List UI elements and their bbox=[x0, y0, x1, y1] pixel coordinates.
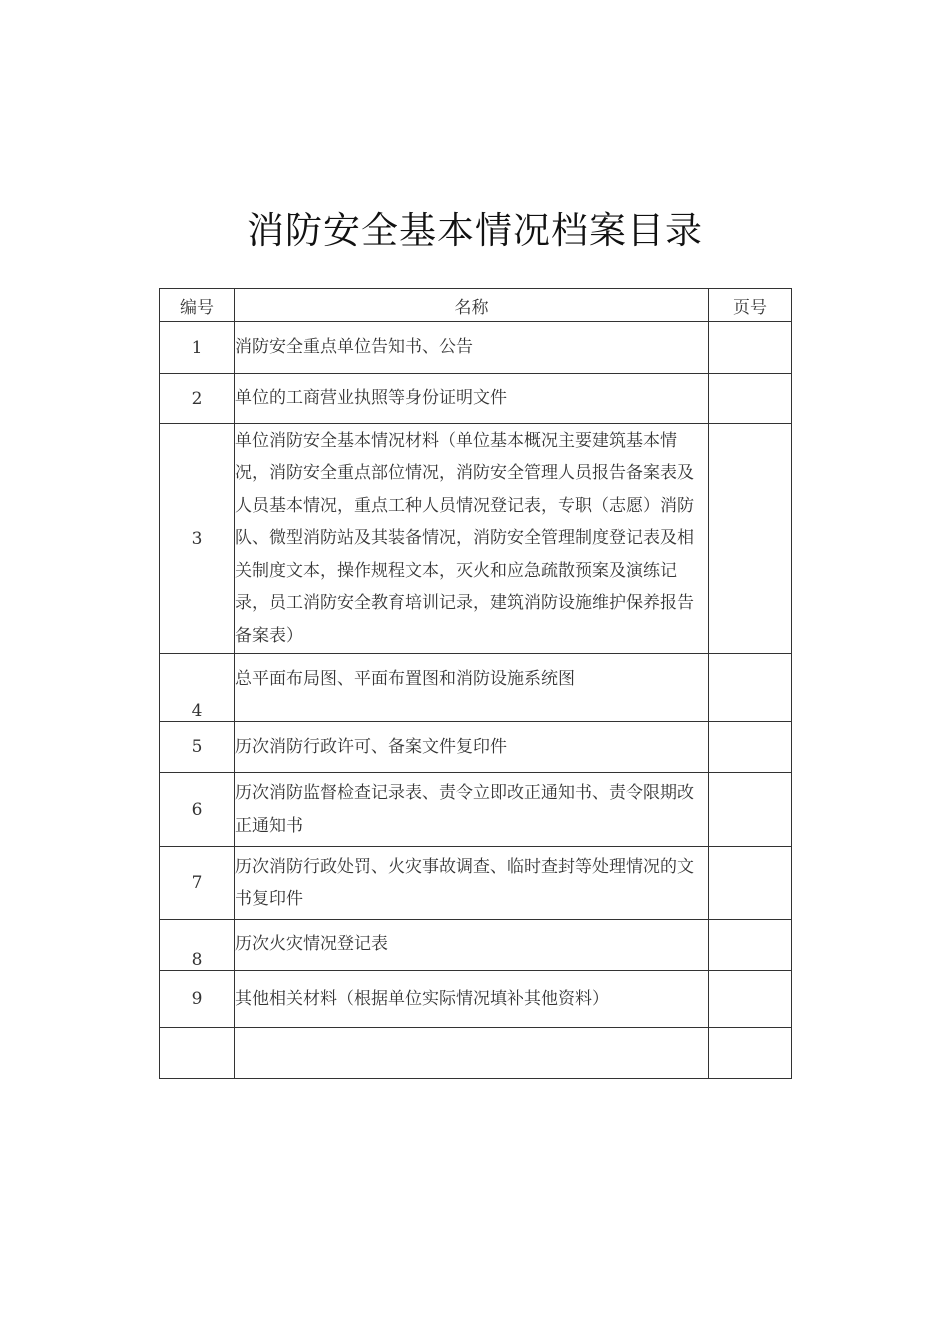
row-page bbox=[709, 920, 792, 971]
header-number: 编号 bbox=[160, 289, 235, 322]
table-row bbox=[160, 971, 792, 1028]
row-page bbox=[709, 722, 792, 773]
table-row bbox=[160, 722, 792, 773]
row-page bbox=[709, 971, 792, 1028]
row-page bbox=[709, 654, 792, 722]
row-number: 7 bbox=[160, 847, 235, 920]
row-name: 消防安全重点单位告知书、公告 bbox=[235, 322, 709, 374]
row-page bbox=[709, 773, 792, 847]
row-name: 历次消防行政许可、备案文件复印件 bbox=[235, 722, 709, 773]
row-name: 单位消防安全基本情况材料（单位基本概况主要建筑基本情况，消防安全重点部位情况，消防安全管理人员报告备案表及人员基本情况，重点工种人员情况登记表，专职（志愿）消防队、微型消防站及其装备情况，消防安全管理制度登记表及相关制度文本，操作规程文本，灭火和应急疏散预案及演练记录，员工消防安全教育培训记录，建筑消防设施维护保养报告备案表） bbox=[235, 424, 709, 654]
row-number: 3 bbox=[160, 424, 235, 654]
table-header-row bbox=[160, 289, 792, 322]
document-title: 消防安全基本情况档案目录 bbox=[247, 209, 703, 252]
row-name bbox=[235, 1028, 709, 1079]
row-page bbox=[709, 322, 792, 374]
row-name: 其他相关材料（根据单位实际情况填补其他资料） bbox=[235, 971, 709, 1028]
row-name: 历次火灾情况登记表 bbox=[235, 920, 709, 971]
header-name: 名称 bbox=[235, 289, 709, 322]
row-number: 1 bbox=[160, 322, 235, 374]
table-row bbox=[160, 1028, 792, 1079]
row-number bbox=[160, 1028, 235, 1079]
table-row bbox=[160, 424, 792, 654]
row-number: 8 bbox=[160, 920, 235, 971]
catalog-table bbox=[159, 288, 792, 1079]
row-name: 单位的工商营业执照等身份证明文件 bbox=[235, 374, 709, 424]
header-page: 页号 bbox=[709, 289, 792, 322]
row-page bbox=[709, 847, 792, 920]
table-row bbox=[160, 920, 792, 971]
table-row bbox=[160, 654, 792, 722]
table-row bbox=[160, 847, 792, 920]
row-page bbox=[709, 374, 792, 424]
table-row bbox=[160, 374, 792, 424]
row-page bbox=[709, 424, 792, 654]
row-number: 5 bbox=[160, 722, 235, 773]
row-name: 总平面布局图、平面布置图和消防设施系统图 bbox=[235, 654, 709, 722]
table-row bbox=[160, 773, 792, 847]
table-row bbox=[160, 322, 792, 374]
row-name: 历次消防行政处罚、火灾事故调查、临时查封等处理情况的文书复印件 bbox=[235, 847, 709, 920]
row-number: 6 bbox=[160, 773, 235, 847]
row-page bbox=[709, 1028, 792, 1079]
row-number: 2 bbox=[160, 374, 235, 424]
row-number: 9 bbox=[160, 971, 235, 1028]
row-name: 历次消防监督检查记录表、责令立即改正通知书、责令限期改正通知书 bbox=[235, 773, 709, 847]
row-number: 4 bbox=[160, 654, 235, 722]
